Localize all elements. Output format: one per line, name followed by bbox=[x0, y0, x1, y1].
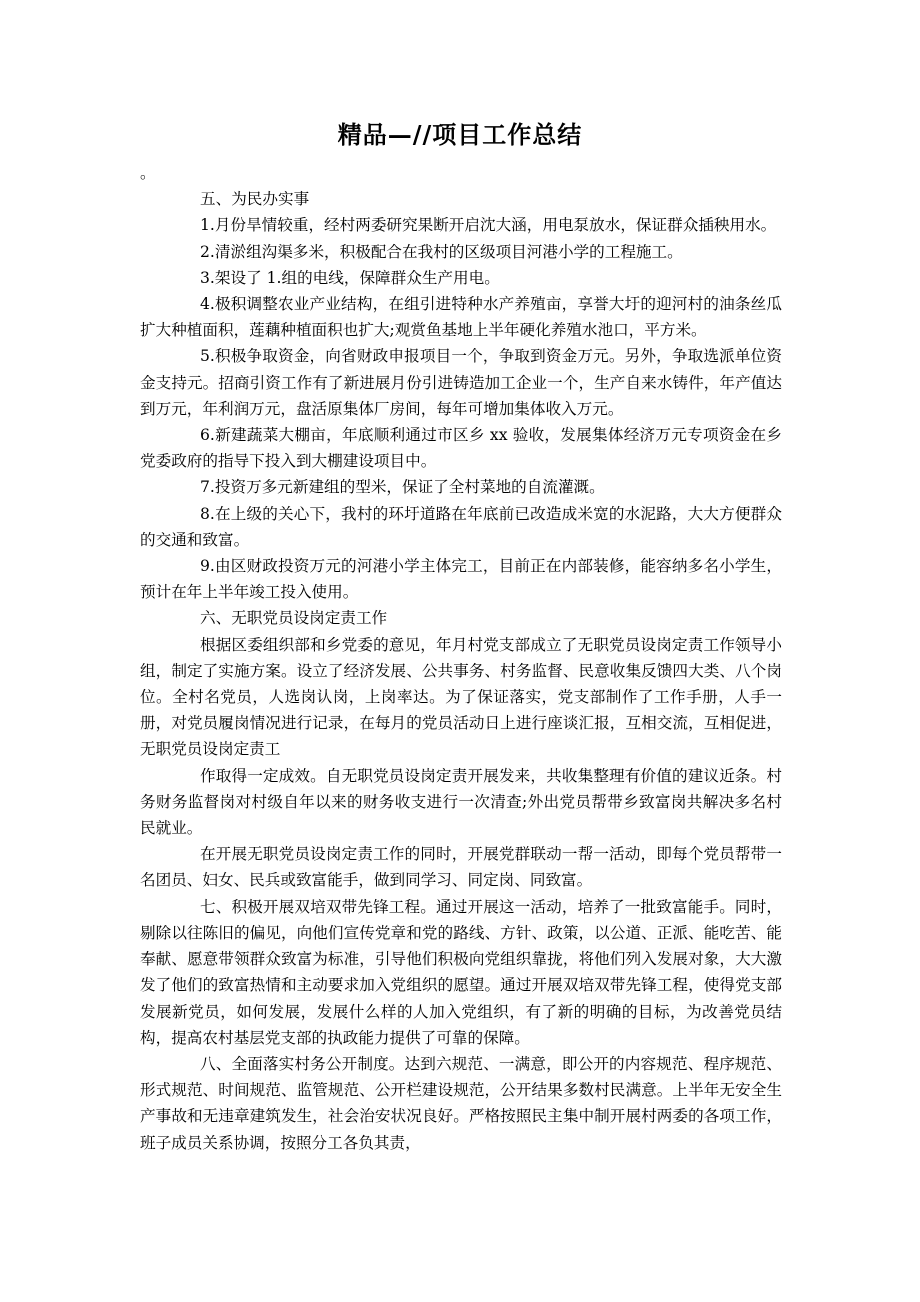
paragraph-item-6: 6.新建蔬菜大棚亩，年底顺利通过市区乡 xx 验收，发展集体经济万元专项资金在乡党委政府的指导下投入到大棚建设项目中。 bbox=[140, 426, 782, 471]
section-heading-5: 五、为民办实事 bbox=[200, 190, 310, 209]
paragraph-section-7: 七、积极开展双培双带先锋工程。通过开展这一活动，培养了一批致富能手。同时，剔除以往陈旧的偏见，向他们宣传党章和党的路线、方针、政策，以公道、正派、能吃苦、能奉献、愿意带领群众致富为标准，引导他们积极向党组织靠拢，将他们列入发展对象，大大激发了他们的致富热情和主动要求加入党组织的愿望。通过开展双培双带先锋工程，使得党支部发展新党员，如何发展，发展什么样的人加入党组织，有了新的明确的目标，为改善党员结构，提高农村基层党支部的执政能力提供了可靠的保障。 bbox=[140, 897, 782, 1047]
page-title: 精品—//项目工作总结 bbox=[337, 120, 583, 149]
paragraph-item-5: 5.积极争取资金，向省财政申报项目一个，争取到资金万元。另外，争取选派单位资金支持元。招商引资工作有了新进展月份引进铸造加工企业一个，生产自来水铸件，年产值达到万元，年利润万元，盘活原集体厂房间，每年可增加集体收入万元。 bbox=[140, 347, 782, 418]
section-heading-6: 六、无职党员设岗定责工作 bbox=[200, 609, 388, 628]
paragraph-item-4: 4.极积调整农业产业结构，在组引进特种水产养殖亩，享誉大圩的迎河村的油条丝瓜扩大种植面积，莲藕种植面积也扩大;观赏鱼基地上半年硬化养殖水池口，平方米。 bbox=[140, 295, 782, 340]
paragraph-item-7: 7.投资万多元新建组的型米，保证了全村菜地的自流灌溉。 bbox=[200, 478, 605, 497]
paragraph-item-3: 3.架设了 1.组的电线，保障群众生产用电。 bbox=[200, 268, 500, 287]
paragraph-item-9: 9.由区财政投资万元的河港小学主体完工，目前正在内部装修，能容纳多名小学生，预计在年上半年竣工投入使用。 bbox=[140, 557, 782, 602]
paragraph-item-2: 2.清淤组沟渠多米，积极配合在我村的区级项目河港小学的工程施工。 bbox=[200, 242, 683, 261]
document-body bbox=[140, 160, 782, 1156]
paragraph-item-1: 1.月份旱情较重，经村两委研究果断开启沈大涵，用电泵放水，保证群众插秧用水。 bbox=[200, 216, 777, 235]
paragraph-section-6-body: 根据区委组织部和乡党委的意见，年月村党支部成立了无职党员设岗定责工作领导小组，制定了实施方案。设立了经济发展、公共事务、村务监督、民意收集反馈四大类、八个岗位。全村名党员，人选岗认岗，上岗率达。为了保证落实，党支部制作了工作手册，人手一册，对党员履岗情况进行记录，在每月的党员活动日上进行座谈汇报，互相交流，互相促进，无职党员设岗定责工 bbox=[140, 635, 782, 759]
paragraph-section-6-linkage: 在开展无职党员设岗定责工作的同时，开展党群联动一帮一活动，即每个党员帮带一名团员、妇女、民兵或致富能手，做到同学习、同定岗、同致富。 bbox=[140, 845, 782, 890]
paragraph-section-8: 八、全面落实村务公开制度。达到六规范、一满意，即公开的内容规范、程序规范、形式规范、时间规范、监管规范、公开栏建设规范，公开结果多数村民满意。上半年无安全生产事故和无违章建筑发生，社会治安状况良好。严格按照民主集中制开展村两委的各项工作，班子成员关系协调，按照分工各负其责， bbox=[140, 1054, 782, 1152]
paragraph-leading-mark: 。 bbox=[140, 164, 156, 182]
paragraph-item-8: 8.在上级的关心下，我村的环圩道路在年底前已改造成米宽的水泥路，大大方便群众的交通和致富。 bbox=[140, 504, 782, 549]
paragraph-section-6-result: 作取得一定成效。自无职党员设岗定责开展发来，共收集整理有价值的建议近条。村务财务监督岗对村级自年以来的财务收支进行一次清查;外出党员帮带乡致富岗共解决多名村民就业。 bbox=[140, 766, 782, 838]
